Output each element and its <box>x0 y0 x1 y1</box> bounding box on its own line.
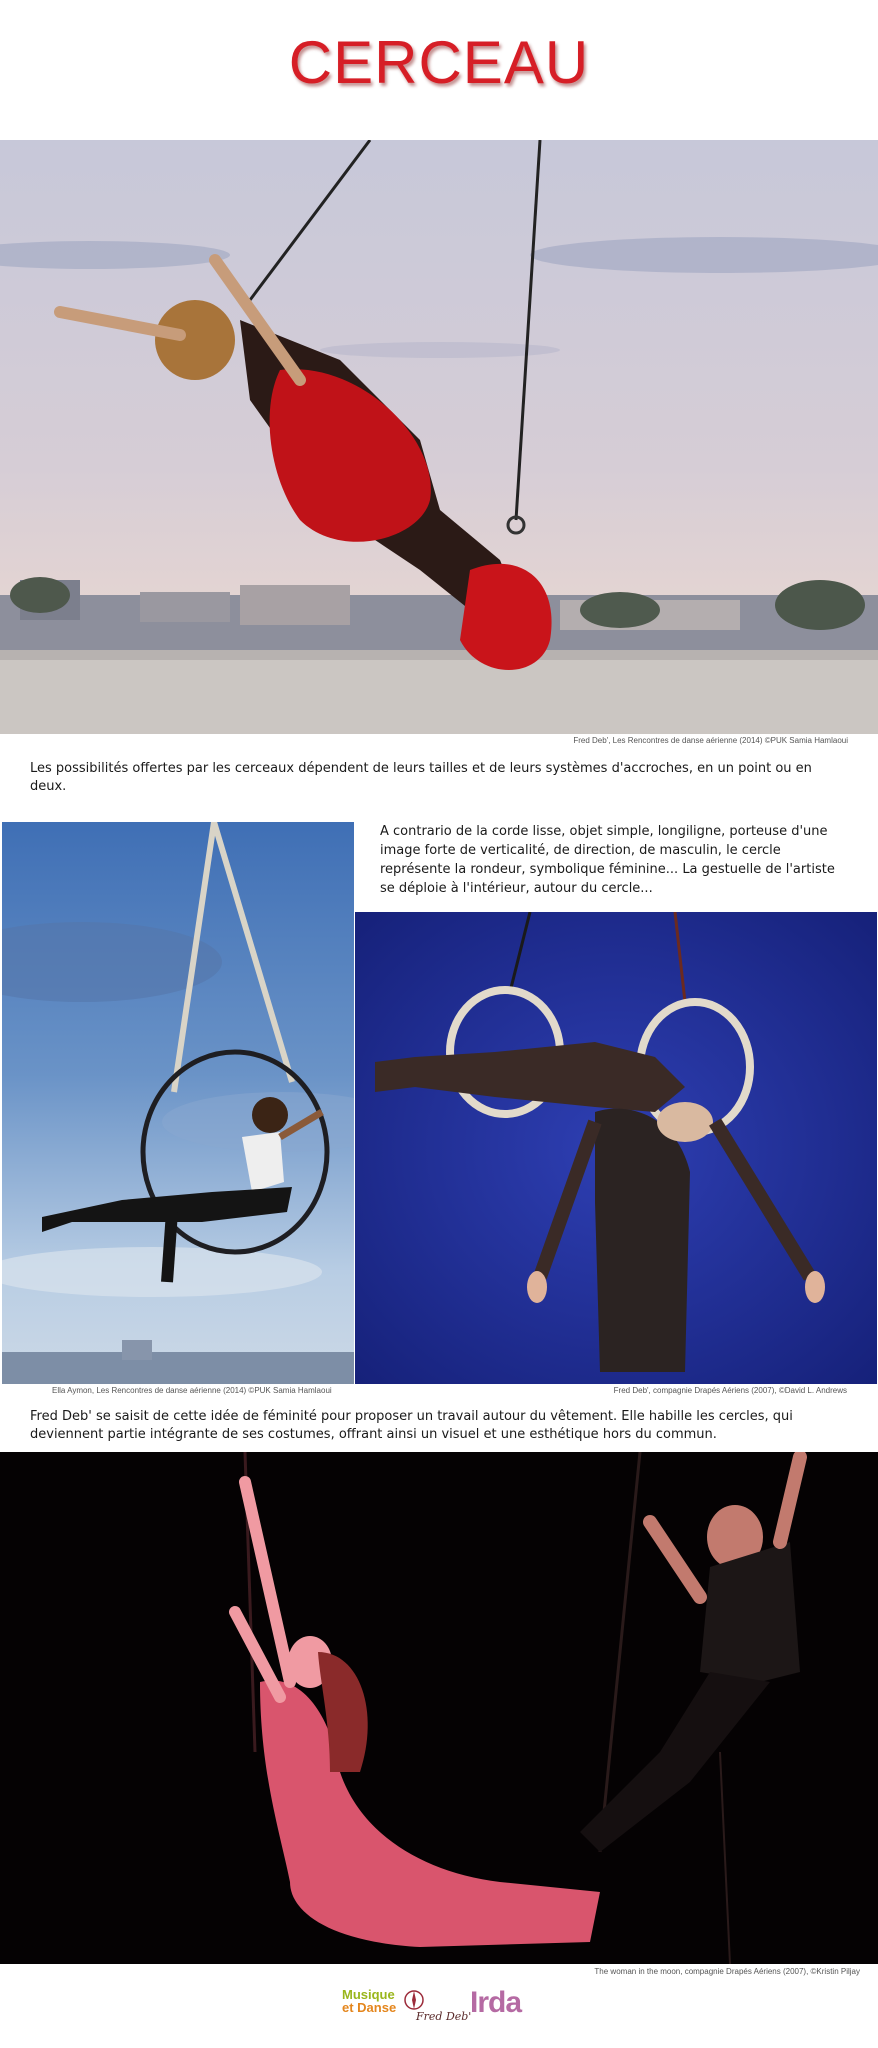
musique-et-danse-logo <box>342 1988 396 2014</box>
duo-illustration <box>0 1452 878 1964</box>
two-rings-illustration <box>355 912 877 1384</box>
hero-photo-credit: Fred Deb', Les Rencontres de danse aérienne (2014) ©PUK Samia Hamlaoui <box>573 736 848 745</box>
contrast-paragraph: A contrario de la corde lisse, objet simple, longiligne, porteuse d'une image forte de verticalité, de direction, de masculin, le cercle représente la rondeur, symbolique féminine... La gestuelle de l'artiste se déploie à l'intérieur, autour du cercle... <box>380 824 835 896</box>
fred-deb-logo-text: Fred Deb' <box>416 2010 472 2023</box>
hoop-sitting-credit: Ella Aymon, Les Rencontres de danse aérienne (2014) ©PUK Samia Hamlaoui <box>52 1386 332 1395</box>
hoop-sitting-illustration <box>2 822 354 1384</box>
partner-logos <box>340 1986 540 2030</box>
fred-deb-emblem-icon <box>402 1988 426 2012</box>
page-title: CERCEAU <box>288 29 590 96</box>
irda-logo: Irda <box>470 1986 522 2019</box>
two-rings-photo <box>355 912 877 1384</box>
musique-logo-line1: Musique <box>342 1987 395 2002</box>
duo-credit: The woman in the moon, compagnie Drapés Aériens (2007), ©Kristin Piljay <box>594 1967 860 1976</box>
femininity-paragraph: Fred Deb' se saisit de cette idée de féminité pour proposer un travail autour du vêtement. Elle habille les cercles, qui deviennent partie intégrante de ses costumes, offrant ainsi un visuel et une esthétique hors du commun. <box>30 1409 793 1442</box>
hoop-sitting-photo <box>2 822 354 1384</box>
two-rings-credit: Fred Deb', compagnie Drapés Aériens (2007), ©David L. Andrews <box>613 1386 847 1395</box>
intro-paragraph: Les possibilités offertes par les cerceaux dépendent de leurs tailles et de leurs systèmes d'accroches, en un point ou en deux. <box>30 761 812 794</box>
fred-deb-logo <box>402 1988 472 2028</box>
hero-photo <box>0 140 878 734</box>
duo-photo <box>0 1452 878 1964</box>
musique-logo-line2: et Danse <box>342 2000 397 2015</box>
hero-photo-illustration <box>0 140 878 734</box>
